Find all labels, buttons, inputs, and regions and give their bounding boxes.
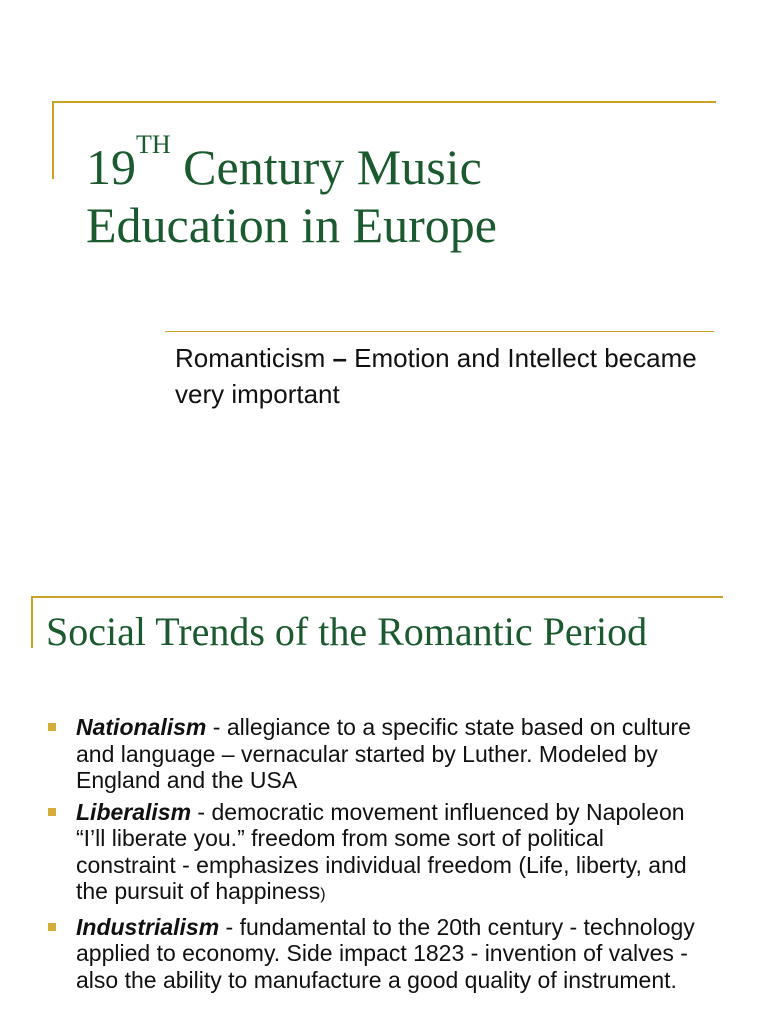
list-item [46, 914, 706, 994]
subtitle-text: Emotion and Intellect became very important [175, 343, 697, 409]
square-bullet-icon [48, 723, 56, 731]
bullet-term: Nationalism [76, 714, 207, 740]
slide-subtitle [175, 340, 715, 412]
title-text-prefix: 19 [86, 139, 136, 195]
title-superscript: TH [136, 130, 171, 159]
subtitle-term: Romanticism [175, 343, 326, 373]
square-bullet-icon [48, 808, 56, 816]
bullet-term: Liberalism [76, 798, 192, 825]
list-item [46, 799, 706, 909]
bullet-list [46, 714, 706, 998]
accent-line-left [52, 101, 54, 179]
accent-line-subtitle [165, 331, 714, 332]
subtitle-dash: – [325, 343, 355, 373]
bullet-term: Industrialism [76, 913, 220, 940]
title-text-suffix: Century Music [170, 139, 482, 195]
content-slide [0, 576, 768, 1024]
square-bullet-icon [48, 923, 56, 931]
title-text-line2: Education in Europe [86, 197, 497, 253]
slide-title: Social Trends of the Romantic Period [46, 609, 648, 654]
bullet-text: - fundamental to the 20th century - technology applied to economy. Side impact 1823 - invention of valves - also the ability to manufacture a good quality of instrument. [76, 913, 695, 993]
accent-line-top [52, 101, 716, 103]
bullet-text-tail: ) [320, 886, 326, 903]
bullet-text: - democratic movement influenced by Napoleon “I’ll liberate you.” freedom from some sort of political constraint - emphasizes individual freedom (Life, liberty, and the pursuit of happiness [76, 798, 687, 904]
list-item [46, 714, 706, 794]
bullet-text: - allegiance to a specific state based on culture and language – vernacular started by Luther. Modeled by England and the USA [76, 714, 691, 793]
accent-line-left [31, 596, 33, 648]
accent-line-top [31, 596, 723, 598]
slide-title [86, 130, 726, 254]
